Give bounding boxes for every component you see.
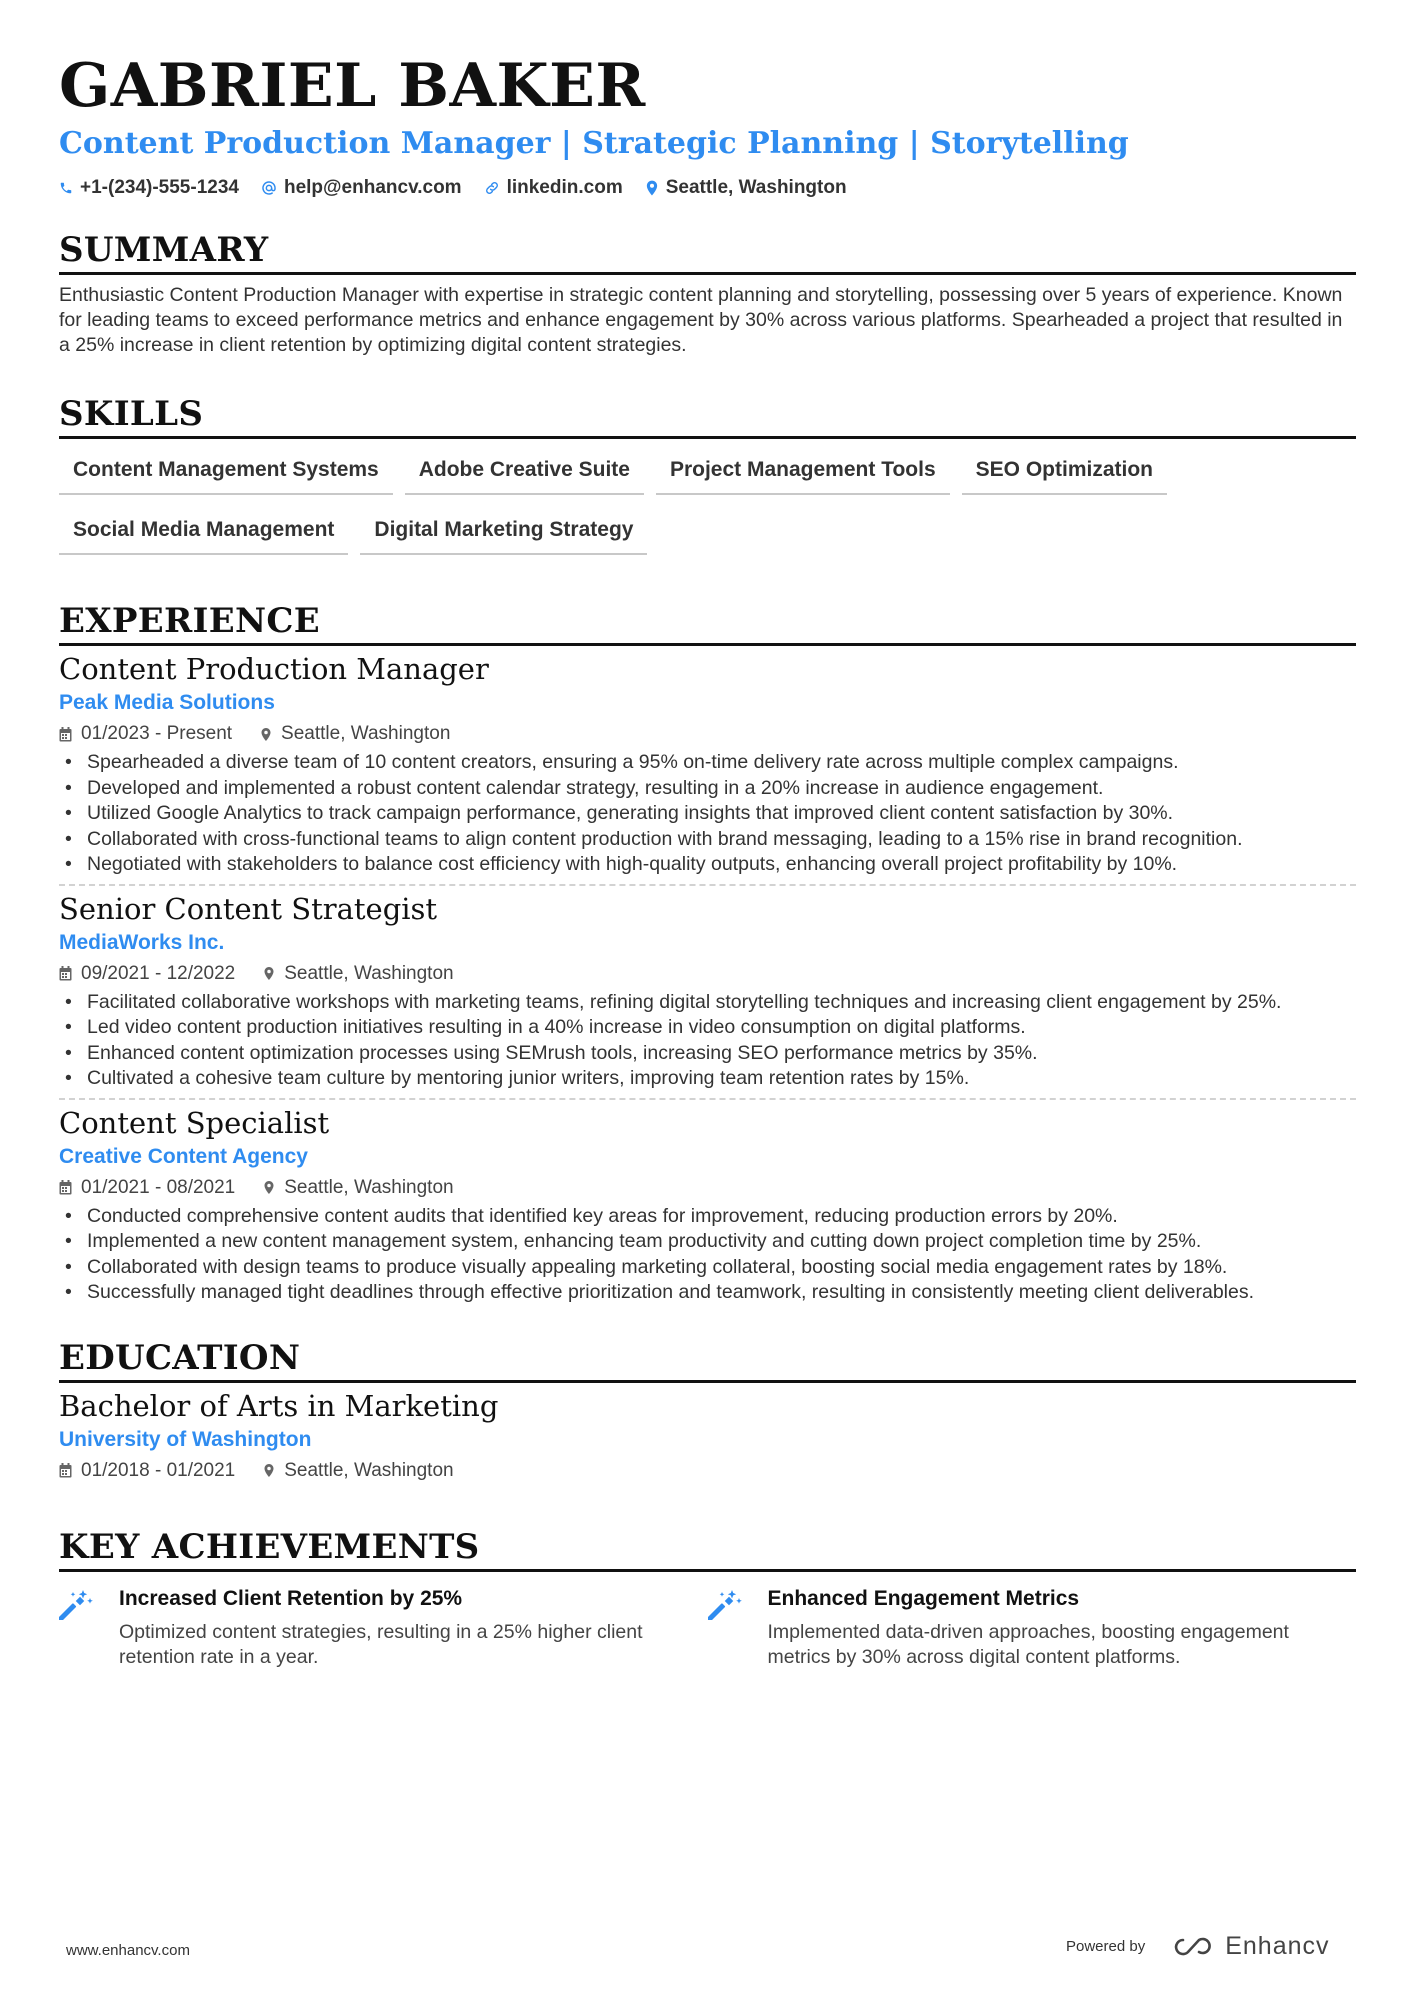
education-dates-text: 01/2018 - 01/2021	[81, 1459, 236, 1481]
contact-email[interactable]	[261, 177, 462, 199]
magic-wand-icon	[59, 1588, 95, 1620]
bullet-item: • Cultivated a cohesive team culture by mentoring junior writers, improving team retention rates by 15%.	[59, 1066, 1356, 1092]
footer-branding	[1066, 1932, 1330, 1961]
job-dates-text: 01/2023 - Present	[81, 723, 233, 744]
skills-list	[59, 451, 1356, 571]
contact-phone[interactable]	[59, 177, 239, 199]
job-location	[263, 1174, 453, 1202]
candidate-headline: Content Production Manager | Strategic Planning | Storytelling	[59, 126, 1129, 161]
achievement-title: Increased Client Retention by 25%	[119, 1586, 463, 1610]
achievement-title: Enhanced Engagement Metrics	[767, 1586, 1080, 1610]
degree-title: Bachelor of Arts in Marketing	[59, 1388, 499, 1423]
job-dates-text: 09/2021 - 12/2022	[81, 962, 236, 984]
bullet-item: • Developed and implemented a robust content calendar strategy, resulting in a 20% increase in audience engagement.	[59, 776, 1356, 802]
skills-heading: SKILLS	[59, 394, 1356, 439]
achievements-list	[59, 1584, 1356, 1671]
job-bullets	[59, 750, 1356, 878]
job-dates	[59, 1174, 235, 1202]
job-location-text: Seattle, Washington	[284, 1176, 454, 1198]
bullet-item: • Conducted comprehensive content audits that identified key areas for improvement, reducing production errors by 20%.	[59, 1204, 1356, 1230]
experience-entry	[59, 1098, 1356, 1312]
contact-phone-text: +1-(234)-555-1234	[80, 177, 239, 198]
job-bullets	[59, 990, 1356, 1092]
bullet-item: • Led video content production initiatives resulting in a 40% increase in video consumption on digital platforms.	[59, 1015, 1356, 1041]
calendar-icon	[59, 1463, 72, 1478]
achievement-body	[119, 1584, 708, 1671]
link-icon	[484, 180, 500, 196]
education-location-text: Seattle, Washington	[284, 1459, 454, 1481]
job-location	[260, 720, 450, 748]
skill-tag: Social Media Management	[59, 511, 348, 555]
bullet-item: • Utilized Google Analytics to track campaign performance, generating insights that improved client content satisfaction by 30%.	[59, 801, 1356, 827]
bullet-item: • Spearheaded a diverse team of 10 content creators, ensuring a 95% on-time delivery rate across multiple complex campaigns.	[59, 750, 1356, 776]
achievement-item	[708, 1584, 1357, 1671]
education-dates	[59, 1457, 235, 1485]
bullet-item: • Collaborated with design teams to produce visually appealing marketing collateral, boosting social media engagement rates by 18%.	[59, 1255, 1356, 1281]
achievement-icon-wrap	[708, 1584, 768, 1671]
achievement-description: Implemented data-driven approaches, boosting engagement metrics by 30% across digital content platforms.	[767, 1620, 1289, 1668]
bullet-item: • Negotiated with stakeholders to balance cost efficiency with high-quality outputs, enhancing overall project profitability by 10%.	[59, 852, 1356, 878]
bullet-item: • Implemented a new content management system, enhancing team productivity and cutting down project completion time by 25%.	[59, 1229, 1356, 1255]
summary-heading: SUMMARY	[59, 230, 1356, 275]
job-meta	[59, 1174, 1356, 1202]
contact-bar	[59, 174, 1356, 202]
contact-location-text: Seattle, Washington	[665, 177, 847, 198]
skill-tag: Digital Marketing Strategy	[360, 511, 647, 555]
job-location-text: Seattle, Washington	[281, 723, 451, 744]
job-meta	[59, 960, 1356, 988]
calendar-icon	[59, 727, 72, 742]
phone-icon	[59, 181, 73, 195]
achievement-body	[768, 1584, 1357, 1671]
experience-entry	[59, 884, 1356, 1098]
company-name: Peak Media Solutions	[59, 691, 275, 714]
bullet-item: • Collaborated with cross-functional teams to align content production with brand messaging, leading to a 15% rise in brand recognition.	[59, 827, 1356, 853]
job-title: Content Production Manager	[59, 652, 489, 686]
contact-email-text: help@enhancv.com	[283, 177, 462, 198]
calendar-icon	[59, 1180, 72, 1195]
education-heading: EDUCATION	[59, 1338, 1356, 1383]
education-meta	[59, 1457, 1356, 1485]
experience-heading: EXPERIENCE	[59, 601, 1356, 646]
job-location	[263, 960, 453, 988]
job-bullets	[59, 1204, 1356, 1306]
candidate-name: GABRIEL BAKER	[59, 51, 646, 121]
job-title: Senior Content Strategist	[59, 891, 438, 926]
school-name: University of Washington	[59, 1427, 312, 1451]
skill-tag: Adobe Creative Suite	[405, 451, 644, 495]
education-entry	[59, 1387, 1356, 1491]
location-pin-icon	[260, 727, 272, 742]
location-pin-icon	[645, 180, 659, 196]
skill-tag: Project Management Tools	[656, 451, 950, 495]
summary-text: Enthusiastic Content Production Manager with expertise in strategic content planning and storytelling, possessing over 5 years of experience. Known for leading teams to exceed performance metrics and enhance engagement by 30% across various platforms. Spearheaded a project that resulted in a 25% increase in client retention by optimizing digital content strategies.	[59, 284, 1343, 356]
location-pin-icon	[263, 1463, 275, 1478]
resume-page	[59, 48, 1356, 1671]
achievement-icon-wrap	[59, 1584, 119, 1671]
skill-tag: Content Management Systems	[59, 451, 393, 495]
contact-linkedin-text: linkedin.com	[506, 177, 623, 198]
calendar-icon	[59, 966, 72, 981]
magic-wand-icon	[708, 1588, 744, 1620]
job-dates-text: 01/2021 - 08/2021	[81, 1176, 236, 1198]
contact-linkedin[interactable]	[484, 177, 623, 199]
company-name: Creative Content Agency	[59, 1144, 308, 1168]
footer-website[interactable]: www.enhancv.com	[66, 1942, 190, 1959]
bullet-item: • Successfully managed tight deadlines through effective prioritization and teamwork, resulting in consistently meeting client deliverables.	[59, 1280, 1356, 1306]
education-location	[263, 1457, 453, 1485]
skill-tag: SEO Optimization	[962, 451, 1167, 495]
location-pin-icon	[263, 1180, 275, 1195]
experience-entry	[59, 650, 1356, 884]
contact-location	[645, 177, 847, 199]
enhancv-brand-name: Enhancv	[1225, 1932, 1330, 1960]
bullet-item: • Enhanced content optimization processes using SEMrush tools, increasing SEO performance metrics by 35%.	[59, 1041, 1356, 1067]
enhancv-logo-icon	[1171, 1936, 1217, 1958]
job-title: Content Specialist	[59, 1105, 330, 1140]
job-meta	[59, 720, 1356, 748]
job-dates	[59, 960, 235, 988]
job-location-text: Seattle, Washington	[284, 962, 454, 984]
achievements-heading: KEY ACHIEVEMENTS	[59, 1527, 1356, 1572]
at-icon	[261, 180, 277, 196]
bullet-item: • Facilitated collaborative workshops with marketing teams, refining digital storytelling techniques and increasing client engagement by 25%.	[59, 990, 1356, 1016]
powered-by-label: Powered by	[1066, 1938, 1146, 1955]
job-dates	[59, 720, 232, 748]
achievement-description: Optimized content strategies, resulting in a 25% higher client retention rate in a year.	[119, 1620, 643, 1668]
achievement-item	[59, 1584, 708, 1671]
company-name: MediaWorks Inc.	[59, 930, 225, 954]
location-pin-icon	[263, 966, 275, 981]
